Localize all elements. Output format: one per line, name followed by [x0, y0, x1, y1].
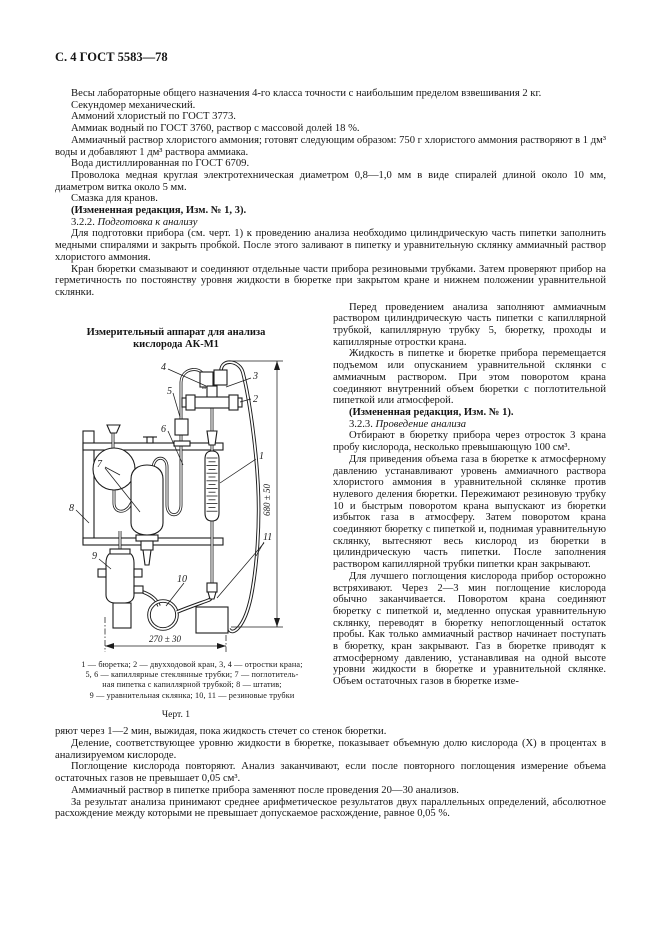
- stopcock: [182, 370, 242, 410]
- figure-legend: [55, 660, 329, 702]
- section-title: Подготовка к анализу: [97, 216, 198, 228]
- amended-note: (Измененная редакция, Изм. № 1).: [349, 406, 514, 418]
- callout-1: 1: [259, 450, 264, 462]
- section-number: 3.2.2.: [71, 216, 95, 228]
- paragraph: Кран бюретки смазывают и соединяют отдельные части прибора резиновыми трубками. Затем проверяют прибор на герметичность по постоянству уровня жидкости в бюретке при закрытом кране и нижнем положении уравнительной склянки.: [55, 263, 606, 298]
- figure-title-line2: кислорода АК-М1: [133, 339, 219, 351]
- paragraph: Для приведения объема газа в бюретке к атмосферному давлению устанавливают уровень аммиачного раствора хлористого аммония в уравнительной склянке против нулевого деления бюретки. Пережимают резиновую трубку 10 и быстрым поворотом крана выпускают из бюретки избыток газа в атмосферу. Затем поворотом крана соединяют бюретку с пипеткой и, поднимая уравнительную склянку, вытесняют весь кислород из бюретки в цилиндрическую часть пипетки. После заполнения раствором капиллярной трубки пипетки кран закрывают.: [333, 453, 606, 571]
- bottom-text-block: [55, 726, 606, 820]
- paragraph: Вода дистиллированная по ГОСТ 6709.: [71, 158, 250, 170]
- figure-title: [55, 327, 297, 352]
- dimension-horizontal-label: 270 ± 30: [149, 633, 181, 644]
- paragraph: Деление, соответствующее уровню жидкости в бюретке, показывает объемную долю кислорода (X) в процентах в анализируемом кислороде.: [55, 737, 606, 761]
- callout-10: 10: [177, 573, 187, 585]
- legend-line: 9 — уравнительная склянка; 10, 11 — резиновые трубки: [89, 690, 295, 700]
- paragraph: Для подготовки прибора (см. черт. 1) к проведению анализа необходимо цилиндрическую часть пипетки заполнить медными спиралями и закрыть пробкой. После этого заливают в пипетку и уравнительную склянку аммиачный раствор хлористого аммония.: [55, 228, 606, 263]
- section-number: 3.2.3.: [349, 418, 373, 430]
- callout-9: 9: [92, 550, 97, 562]
- paragraph: Отбирают в бюретку прибора через отросток 3 крана пробу кислорода, несколько превышающую 100 см³.: [333, 430, 606, 454]
- paragraph: Аммиачный раствор хлористого аммония; готовят следующим образом: 750 г хлористого аммония растворяют в 1 дм³ воды и добавляют 1 дм³ раствора аммиака.: [55, 134, 606, 158]
- amended-note: (Измененная редакция, Изм. № 1, 3).: [71, 205, 247, 217]
- legend-line: ная пипетка с капиллярной трубкой; 8 — штатив;: [102, 680, 282, 690]
- paragraph: Проволока медная круглая электротехническая диаметром 0,8—1,0 мм в виде спиралей длиной около 10 мм, диаметром витка около 5 мм.: [55, 169, 606, 193]
- paragraph: Секундомер механический.: [71, 99, 196, 111]
- two-column-section: [55, 302, 606, 721]
- figure-column: [55, 302, 333, 721]
- paragraph: Жидкость в пипетке и бюретке прибора перемещается подъемом или опусканием уравнительной склянки с аммиачным раствором. При этом поворотом крана соединяют внутренний объем бюретки с поглотительной пипеткой или атмосферой.: [333, 348, 606, 407]
- callout-4: 4: [161, 361, 166, 373]
- paragraph: Для лучшего поглощения кислорода прибор осторожно встряхивают. Через 2—3 мин поглощение кислорода обычно заканчивается. Поворотом крана соединяют бюретку с пипеткой и, медленно опуская уравнительную склянку, переводят в бюретку непоглощенный остаток пробы. Как только аммиачный раствор начинает поступать в бюретку, кран закрывают. Газ в бюретке приводят к атмосферному давлению, устанавливая на одной высоте уровни жидкости в бюретке и уравнительной склянке. Объем остаточных газов в бюретке изме-: [333, 570, 606, 688]
- apparatus-diagram: [63, 355, 321, 657]
- paragraph: За результат анализа принимают среднее арифметическое результатов двух параллельных определений, абсолютное расхождение между которыми не превышает допускаемое расхождение, равное 0,05 %.: [55, 796, 606, 820]
- figure-title-line1: Измерительный аппарат для анализа: [86, 326, 266, 338]
- callout-5: 5: [167, 385, 172, 397]
- legend-line: 1 — бюретка; 2 — двухходовой кран, 3, 4 — отростки крана;: [81, 659, 303, 669]
- paragraph: Поглощение кислорода повторяют. Анализ заканчивают, если после повторного поглощения измерение объема остаточных газов не превышает 0,05 см³.: [55, 761, 606, 785]
- section-heading-323: [333, 419, 606, 431]
- callout-7: 7: [97, 458, 102, 470]
- page-header: С. 4 ГОСТ 5583—78: [55, 50, 168, 64]
- right-text-column: [333, 302, 606, 721]
- callout-8: 8: [69, 502, 74, 514]
- paragraph: Перед проведением анализа заполняют аммиачным раствором цилиндрическую часть пипетки с капиллярной трубкой, капиллярную трубку 5, бюретку, проходы и капиллярные отростки крана.: [333, 301, 606, 348]
- legend-line: 5, 6 — капиллярные стеклянные трубки; 7 — поглотитель-: [85, 670, 299, 680]
- equalizing-flask: [98, 549, 143, 628]
- callout-3: 3: [253, 370, 258, 382]
- callout-6: 6: [161, 423, 166, 435]
- page-content: [55, 50, 606, 820]
- figure-caption: Черт. 1: [161, 709, 191, 721]
- paragraph: ряют через 1—2 мин, выжидая, пока жидкость стечет со стенок бюретки.: [55, 726, 387, 738]
- callout-11: 11: [263, 531, 273, 543]
- paragraph: Смазка для кранов.: [71, 193, 158, 205]
- callout-2: 2: [253, 393, 258, 405]
- section-heading-322: [55, 217, 606, 229]
- dimension-vertical-label: 680 ± 50: [262, 483, 272, 516]
- paragraph: Весы лабораторные общего назначения 4-го класса точности с наибольшим пределом взвешивания 2 кг.: [71, 88, 542, 99]
- section-title: Проведение анализа: [375, 418, 467, 430]
- paragraph: Аммиак водный по ГОСТ 3760, раствор с массовой долей 18 %.: [71, 123, 360, 135]
- paragraph: Аммоний хлористый по ГОСТ 3773.: [71, 111, 236, 123]
- paragraph: Аммиачный раствор в пипетке прибора заменяют после проведения 20—30 анализов.: [71, 784, 459, 796]
